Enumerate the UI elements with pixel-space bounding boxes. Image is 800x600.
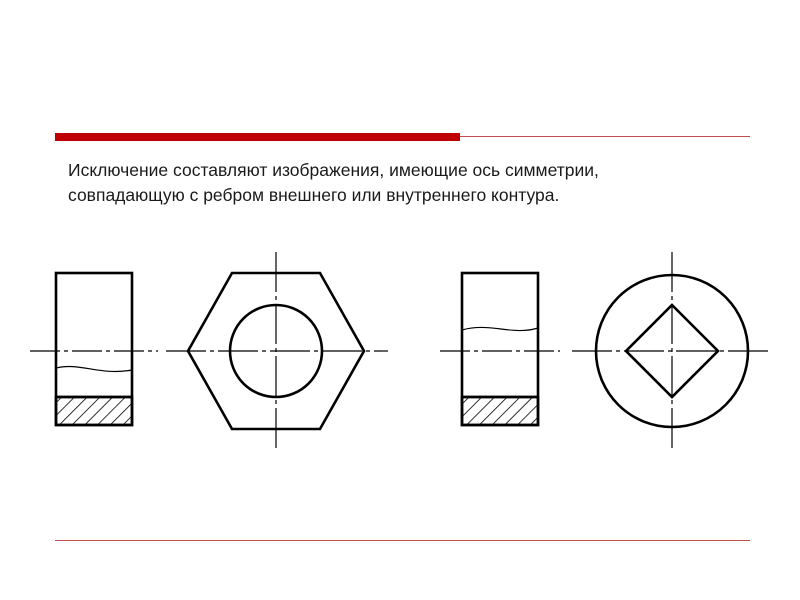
footer-rule bbox=[55, 540, 750, 541]
hex-nut-section-view bbox=[30, 273, 158, 425]
square-hole-section-view bbox=[440, 273, 560, 425]
break-line bbox=[56, 366, 132, 371]
hatched-section bbox=[56, 397, 132, 425]
square-hole-front-view bbox=[572, 252, 772, 452]
body-text-line-2: совпадающую с ребром внешнего или внутреннего контура. bbox=[68, 185, 560, 205]
hex-nut-front-view bbox=[166, 252, 388, 452]
break-line bbox=[462, 327, 538, 330]
body-text-line-1: Исключение составляют изображения, имеющие ось симметрии, bbox=[68, 160, 599, 180]
hatched-section bbox=[462, 397, 538, 425]
